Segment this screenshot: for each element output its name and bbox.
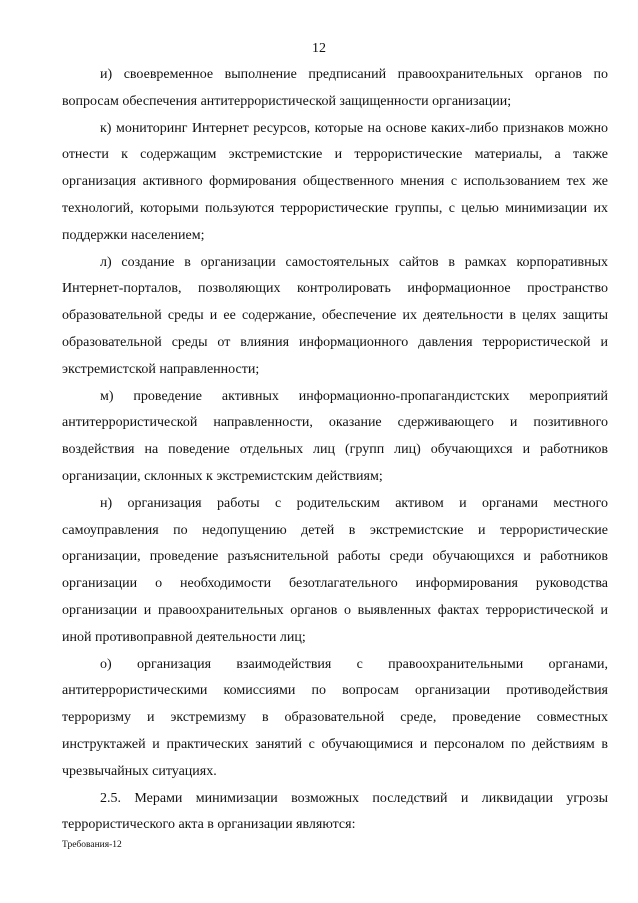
paragraph-item-k: к) мониторинг Интернет ресурсов, которые на основе каких-либо признаков можно отнести к содержащим экстремистские и террористические материалы, а также организация активного формирования общественного мнения с использованием тех же технологий, которыми пользуются террористические группы, с целью минимизации их поддержки населением; [62, 120, 608, 243]
paragraph-item-l: л) создание в организации самостоятельных сайтов в рамках корпоративных Интернет-порталов, позволяющих контролировать информационное пространство образовательной среды и ее содержание, обеспечение их деятельности в целях защиты образовательной среды от влияния информационного давления террористической и экстремистской направленности; [62, 254, 608, 377]
footer-label: Требования-12 [62, 840, 122, 850]
paragraph-item-m: м) проведение активных информационно-пропагандистских мероприятий антитеррористической направленности, оказание сдерживающего и позитивного воздействия на поведение отдельных лиц (групп лиц) обучающихся и работников организации, склонных к экстремистским действиям; [62, 388, 608, 484]
paragraph-item-n: н) организация работы с родительским активом и органами местного самоуправления по недопущению детей в экстремистские и террористические организации, проведение разъяснительной работы среди обучающихся и работников организации о необходимости безотлагательного информирования руководства организации и правоохранительных органов о выявленных фактах террористической и иной противоправной деятельности лиц; [62, 495, 608, 645]
body-text [62, 62, 608, 839]
page-number: 12 [312, 41, 326, 56]
paragraph-section-2-5: 2.5. Мерами минимизации возможных последствий и ликвидации угрозы террористического акта в организации являются: [62, 790, 608, 833]
paragraph-item-o: о) организация взаимодействия с правоохранительными органами, антитеррористическими комиссиями по вопросам организации противодействия терроризму и экстремизму в образовательной среде, проведение совместных инструктажей и практических занятий с обучающимися и персоналом по действиям в чрезвычайных ситуациях. [62, 656, 608, 779]
paragraph-item-i: и) своевременное выполнение предписаний правоохранительных органов по вопросам обеспечения антитеррористической защищенности организации; [62, 67, 608, 109]
